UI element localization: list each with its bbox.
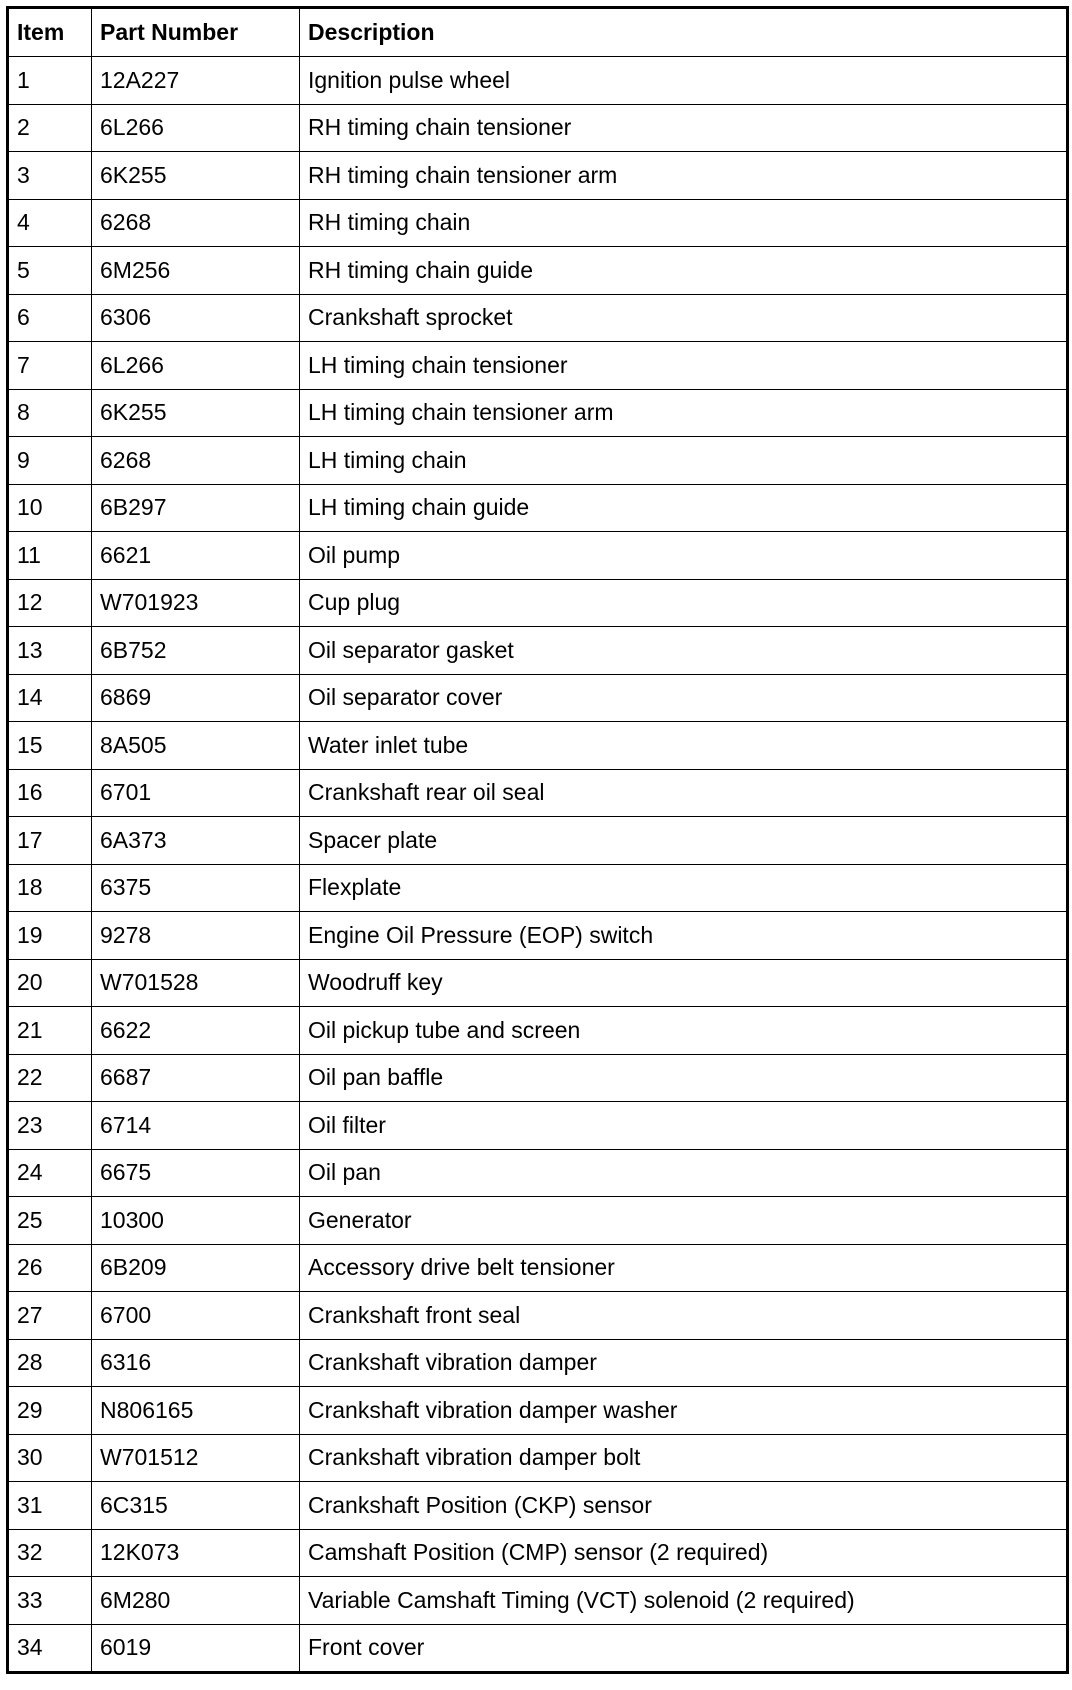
table-row — [8, 294, 1068, 342]
cell-description: Crankshaft front seal — [300, 1292, 1068, 1340]
cell-description: RH timing chain tensioner arm — [300, 152, 1068, 200]
cell-description: Accessory drive belt tensioner — [300, 1244, 1068, 1292]
table-row — [8, 1434, 1068, 1482]
cell-part-number: W701512 — [92, 1434, 300, 1482]
table-row — [8, 57, 1068, 105]
table-row — [8, 1292, 1068, 1340]
cell-description: Oil pan baffle — [300, 1054, 1068, 1102]
cell-item: 30 — [8, 1434, 92, 1482]
table-row — [8, 912, 1068, 960]
cell-item: 21 — [8, 1007, 92, 1055]
cell-item: 26 — [8, 1244, 92, 1292]
cell-item: 31 — [8, 1482, 92, 1530]
cell-part-number: 6M256 — [92, 247, 300, 295]
table-row — [8, 1529, 1068, 1577]
cell-description: Camshaft Position (CMP) sensor (2 required) — [300, 1529, 1068, 1577]
cell-item: 15 — [8, 722, 92, 770]
cell-item: 24 — [8, 1149, 92, 1197]
table-row — [8, 674, 1068, 722]
table-row — [8, 104, 1068, 152]
cell-item: 8 — [8, 389, 92, 437]
cell-description: Oil pump — [300, 532, 1068, 580]
cell-part-number: W701923 — [92, 579, 300, 627]
cell-item: 27 — [8, 1292, 92, 1340]
table-row — [8, 1244, 1068, 1292]
cell-part-number: 6869 — [92, 674, 300, 722]
cell-part-number: 6687 — [92, 1054, 300, 1102]
table-row — [8, 1387, 1068, 1435]
table-row — [8, 579, 1068, 627]
cell-item: 29 — [8, 1387, 92, 1435]
cell-item: 28 — [8, 1339, 92, 1387]
table-row — [8, 247, 1068, 295]
cell-description: Generator — [300, 1197, 1068, 1245]
cell-part-number: 6M280 — [92, 1577, 300, 1625]
cell-description: Flexplate — [300, 864, 1068, 912]
cell-item: 13 — [8, 627, 92, 675]
table-row — [8, 769, 1068, 817]
table-row — [8, 199, 1068, 247]
cell-item: 23 — [8, 1102, 92, 1150]
cell-item: 22 — [8, 1054, 92, 1102]
header-item: Item — [8, 8, 92, 57]
table-row — [8, 532, 1068, 580]
table-row — [8, 1197, 1068, 1245]
table-row — [8, 484, 1068, 532]
cell-description: Oil pan — [300, 1149, 1068, 1197]
table-row — [8, 1102, 1068, 1150]
cell-part-number: 6L266 — [92, 104, 300, 152]
cell-description: Woodruff key — [300, 959, 1068, 1007]
parts-table — [6, 6, 1069, 1674]
cell-part-number: 6B752 — [92, 627, 300, 675]
cell-part-number: 6K255 — [92, 152, 300, 200]
cell-part-number: 6675 — [92, 1149, 300, 1197]
cell-description: Oil separator cover — [300, 674, 1068, 722]
table-row — [8, 152, 1068, 200]
cell-item: 32 — [8, 1529, 92, 1577]
cell-description: Front cover — [300, 1624, 1068, 1673]
cell-description: LH timing chain tensioner arm — [300, 389, 1068, 437]
table-row — [8, 1007, 1068, 1055]
cell-part-number: 12A227 — [92, 57, 300, 105]
table-row — [8, 1054, 1068, 1102]
cell-part-number: 6306 — [92, 294, 300, 342]
header-row — [8, 8, 1068, 57]
cell-description: Cup plug — [300, 579, 1068, 627]
cell-description: Oil separator gasket — [300, 627, 1068, 675]
cell-description: RH timing chain tensioner — [300, 104, 1068, 152]
cell-item: 10 — [8, 484, 92, 532]
cell-item: 6 — [8, 294, 92, 342]
cell-part-number: N806165 — [92, 1387, 300, 1435]
cell-part-number: 10300 — [92, 1197, 300, 1245]
cell-part-number: 6268 — [92, 199, 300, 247]
cell-part-number: 8A505 — [92, 722, 300, 770]
cell-item: 2 — [8, 104, 92, 152]
cell-item: 34 — [8, 1624, 92, 1673]
table-row — [8, 817, 1068, 865]
cell-description: Engine Oil Pressure (EOP) switch — [300, 912, 1068, 960]
cell-description: Crankshaft vibration damper bolt — [300, 1434, 1068, 1482]
cell-description: Oil pickup tube and screen — [300, 1007, 1068, 1055]
table-row — [8, 1624, 1068, 1673]
cell-description: LH timing chain guide — [300, 484, 1068, 532]
cell-item: 16 — [8, 769, 92, 817]
cell-description: Crankshaft sprocket — [300, 294, 1068, 342]
cell-item: 25 — [8, 1197, 92, 1245]
cell-part-number: 6C315 — [92, 1482, 300, 1530]
cell-description: Oil filter — [300, 1102, 1068, 1150]
cell-part-number: 9278 — [92, 912, 300, 960]
cell-part-number: 6316 — [92, 1339, 300, 1387]
table-row — [8, 1339, 1068, 1387]
cell-description: Variable Camshaft Timing (VCT) solenoid (2 required) — [300, 1577, 1068, 1625]
cell-description: Ignition pulse wheel — [300, 57, 1068, 105]
table-body — [8, 57, 1068, 1673]
cell-description: Crankshaft vibration damper washer — [300, 1387, 1068, 1435]
table-row — [8, 1577, 1068, 1625]
cell-part-number: 6375 — [92, 864, 300, 912]
cell-item: 20 — [8, 959, 92, 1007]
cell-description: Crankshaft rear oil seal — [300, 769, 1068, 817]
cell-item: 7 — [8, 342, 92, 390]
cell-part-number: 6L266 — [92, 342, 300, 390]
cell-part-number: 6K255 — [92, 389, 300, 437]
cell-item: 12 — [8, 579, 92, 627]
cell-description: RH timing chain guide — [300, 247, 1068, 295]
table-row — [8, 342, 1068, 390]
cell-description: Crankshaft Position (CKP) sensor — [300, 1482, 1068, 1530]
table-row — [8, 1482, 1068, 1530]
cell-item: 14 — [8, 674, 92, 722]
table-row — [8, 864, 1068, 912]
cell-part-number: 12K073 — [92, 1529, 300, 1577]
cell-part-number: 6700 — [92, 1292, 300, 1340]
table-header — [8, 8, 1068, 57]
cell-description: Water inlet tube — [300, 722, 1068, 770]
cell-part-number: 6621 — [92, 532, 300, 580]
cell-description: Spacer plate — [300, 817, 1068, 865]
cell-item: 4 — [8, 199, 92, 247]
cell-part-number: 6714 — [92, 1102, 300, 1150]
cell-part-number: 6701 — [92, 769, 300, 817]
cell-description: Crankshaft vibration damper — [300, 1339, 1068, 1387]
table-row — [8, 959, 1068, 1007]
cell-part-number: 6019 — [92, 1624, 300, 1673]
cell-item: 33 — [8, 1577, 92, 1625]
cell-part-number: 6B297 — [92, 484, 300, 532]
cell-item: 1 — [8, 57, 92, 105]
cell-item: 19 — [8, 912, 92, 960]
table-row — [8, 722, 1068, 770]
cell-part-number: 6622 — [92, 1007, 300, 1055]
cell-description: LH timing chain tensioner — [300, 342, 1068, 390]
cell-part-number: W701528 — [92, 959, 300, 1007]
cell-item: 18 — [8, 864, 92, 912]
cell-item: 17 — [8, 817, 92, 865]
header-description: Description — [300, 8, 1068, 57]
cell-item: 9 — [8, 437, 92, 485]
cell-part-number: 6268 — [92, 437, 300, 485]
table-row — [8, 627, 1068, 675]
table-row — [8, 389, 1068, 437]
header-part-number: Part Number — [92, 8, 300, 57]
cell-part-number: 6B209 — [92, 1244, 300, 1292]
cell-description: LH timing chain — [300, 437, 1068, 485]
cell-item: 3 — [8, 152, 92, 200]
cell-description: RH timing chain — [300, 199, 1068, 247]
cell-item: 5 — [8, 247, 92, 295]
cell-part-number: 6A373 — [92, 817, 300, 865]
table-row — [8, 1149, 1068, 1197]
table-row — [8, 437, 1068, 485]
cell-item: 11 — [8, 532, 92, 580]
